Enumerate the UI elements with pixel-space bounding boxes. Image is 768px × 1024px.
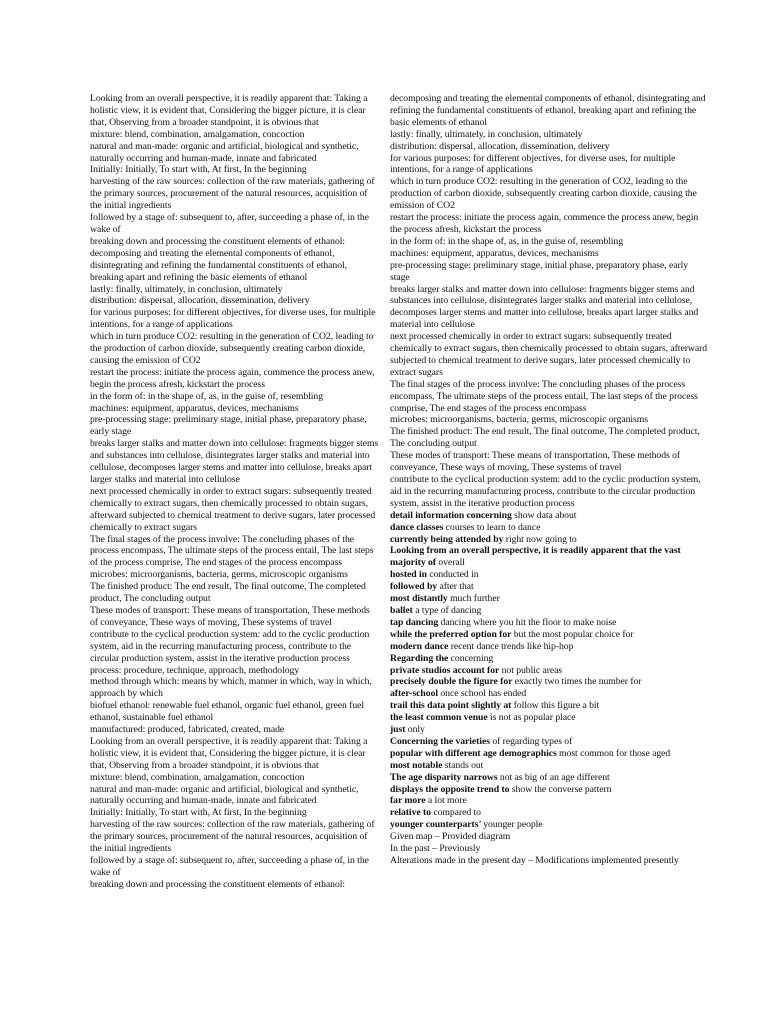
text-line: breaks larger stalks and matter down into cellulose: fragments bigger stems and substances into cellulose, disintegrates larger stalks and material into cellulose, decomposes larger stems and matter into cellulose, breaks apart larger stalks and material into cellulose <box>90 438 379 485</box>
glossary-definition: conducted in <box>426 569 479 581</box>
glossary-term: precisely double the figure for <box>390 676 513 688</box>
text-line: Given map – Provided diagram <box>390 831 511 843</box>
glossary-definition: only <box>405 724 425 736</box>
glossary-definition: exactly two times the number for <box>512 676 642 688</box>
text-line: lastly: finally, ultimately, in conclusion, ultimately <box>90 283 283 295</box>
glossary-definition: recent dance trends like hip-hop <box>448 640 574 652</box>
text-line: next processed chemically in order to extract sugars: subsequently treated chemically to extract sugars, then chemically processed to obtain sugars, afterward subjected to chemical treatment to derive sugars, later processed chemically to extract sugars <box>390 331 708 378</box>
glossary-term: currently being attended by <box>390 533 504 545</box>
glossary-list <box>390 510 708 831</box>
glossary-entry <box>390 819 708 831</box>
glossary-entry <box>390 593 708 605</box>
glossary-entry <box>390 784 708 796</box>
glossary-term: while the preferred option for <box>390 628 512 640</box>
glossary-entry <box>390 795 708 807</box>
glossary-definition: compared to <box>430 807 481 819</box>
text-line: breaking down and processing the constituent elements of ethanol: decomposing and treating the elemental components of ethanol, disintegrating and refining the fundamental constituents of ethanol, breaking apart and refining the basic elements of ethanol <box>90 235 348 283</box>
glossary-term: most distantly <box>390 593 448 605</box>
text-line: Initially: Initially, To start with, At first, In the beginning <box>90 807 307 819</box>
glossary-entry <box>390 676 708 688</box>
glossary-entry <box>390 665 708 677</box>
glossary-definition: follow this figure a bit <box>511 700 600 712</box>
glossary-entry <box>390 653 708 665</box>
glossary-term: detail information concerning <box>390 509 512 521</box>
glossary-definition: a lot more <box>425 795 467 807</box>
glossary-entry <box>390 807 708 819</box>
text-line: breaks larger stalks and matter down into cellulose: fragments bigger stems and substances into cellulose, disintegrates larger stalks and material into cellulose, decomposes larger stems and matter into cellulose, breaks apart larger stalks and material into cellulose <box>390 283 699 331</box>
text-line: Alterations made in the present day – Modifications implemented presently <box>390 855 679 866</box>
glossary-term: tap dancing <box>390 616 439 628</box>
text-line: in the form of: in the shape of, as, in the guise of, resembling <box>390 235 624 247</box>
text-line: mixture: blend, combination, amalgamation, concoction <box>90 128 305 140</box>
text-line: The final stages of the process involve: The concluding phases of the process encompass, The ultimate steps of the process entail, The last steps of the process comprise, The end stages of the process encompass <box>90 533 374 569</box>
closing-lines <box>390 831 708 867</box>
text-line: breaking down and processing the constituent elements of ethanol: <box>90 878 346 890</box>
glossary-entry <box>390 534 708 546</box>
glossary-term: most notable <box>390 759 443 771</box>
glossary-definition: courses to learn to dance <box>443 521 541 533</box>
text-line: which in turn produce CO2: resulting in the generation of CO2, leading to the production of carbon dioxide, subsequently creating carbon dioxide, causing the emission of CO2 <box>390 176 697 212</box>
glossary-entry <box>390 522 708 534</box>
text-line: for various purposes: for different objectives, for diverse uses, for multiple intentions, for a range of applications <box>390 152 676 176</box>
text-line: manufactured: produced, fabricated, created, made <box>90 724 285 736</box>
text-line: method through which: means by which, manner in which, way in which, approach by which <box>90 676 372 700</box>
glossary-definition: much further <box>447 593 500 605</box>
text-line: contribute to the cyclical production system: add to the cyclic production system, aid in the recurring manufacturing process, contribute to the circular production system, assist in the iterative production process <box>90 628 370 664</box>
text-line: The finished product: The end result, The final outcome, The completed product, The concluding output <box>90 581 366 605</box>
text-line: lastly: finally, ultimately, in conclusion, ultimately <box>390 128 583 140</box>
text-line: natural and man-made: organic and artificial, biological and synthetic, naturally occurring and human-made, innate and fabricated <box>90 140 359 164</box>
glossary-definition: show data about <box>511 509 577 521</box>
text-line: distribution: dispersal, allocation, dissemination, delivery <box>390 140 610 152</box>
glossary-definition: show the converse pattern <box>509 783 612 795</box>
glossary-definition: ’ younger people <box>478 819 543 831</box>
glossary-term: modern dance <box>390 640 449 652</box>
glossary-term: relative to <box>390 807 431 819</box>
text-line: In the past – Previously <box>390 843 481 855</box>
glossary-definition: once school has ended <box>438 688 527 700</box>
glossary-definition: but the most popular choice for <box>511 628 634 640</box>
glossary-entry <box>390 617 708 629</box>
text-line: natural and man-made: organic and artificial, biological and synthetic, naturally occurring and human-made, innate and fabricated <box>90 783 359 807</box>
glossary-term: Looking from an overall perspective, it is readily apparent that the vast majority of <box>390 545 681 569</box>
text-line: which in turn produce CO2: resulting in the generation of CO2, leading to the production of carbon dioxide, subsequently creating carbon dioxide, causing the emission of CO2 <box>90 331 374 366</box>
glossary-entry <box>390 569 708 581</box>
left-column <box>90 93 380 891</box>
glossary-term: ballet <box>390 604 413 616</box>
glossary-term: private studios account for <box>390 664 500 676</box>
text-line: machines: equipment, apparatus, devices, mechanisms <box>90 402 299 414</box>
glossary-term: just <box>390 724 406 736</box>
glossary-definition: stands out <box>442 759 484 771</box>
glossary-definition: after that <box>437 581 474 593</box>
text-line: Looking from an overall perspective, it is readily apparent that: Taking a holistic view, it is evident that, Considering the bigger picture, it is clear that, Observing from a broader standpoint, it is obvious that <box>90 735 368 771</box>
text-line: pre-processing stage: preliminary stage, initial phase, preparatory phase, early stage <box>90 414 367 438</box>
text-line: microbes: microorganisms, bacteria, germs, microscopic organisms <box>390 414 648 426</box>
text-line: decomposing and treating the elemental components of ethanol, disintegrating and refining the fundamental constituents of ethanol, breaking apart and refining the basic elements of ethanol <box>390 93 706 128</box>
glossary-definition: not as big of an age different <box>497 771 610 783</box>
text-line: These modes of transport: These means of transportation, These methods of conveyance, These ways of moving, These systems of travel <box>90 604 370 628</box>
glossary-entry <box>390 545 708 569</box>
text-line: next processed chemically in order to extract sugars: subsequently treated chemically to extract sugars, then chemically processed to obtain sugars, afterward subjected to chemical treatment to derive sugars, later processed chemically to extract sugars <box>90 485 376 533</box>
glossary-term: Regarding the <box>390 652 449 664</box>
glossary-definition: a type of dancing <box>412 604 482 616</box>
text-line: The final stages of the process involve: The concluding phases of the process encompass, The ultimate steps of the process entail, The last steps of the process comprise, The end stages of the process encompass <box>390 378 698 414</box>
text-line: distribution: dispersal, allocation, dissemination, delivery <box>90 295 310 307</box>
glossary-entry <box>390 605 708 617</box>
glossary-entry <box>390 760 708 772</box>
text-line: restart the process: initiate the process again, commence the process anew, begin the process afresh, kickstart the process <box>390 212 699 235</box>
glossary-term: trail this data point slightly at <box>390 700 512 712</box>
text-line: machines: equipment, apparatus, devices, mechanisms <box>390 247 599 259</box>
glossary-entry <box>390 700 708 712</box>
glossary-entry <box>390 641 708 653</box>
glossary-definition: concerning <box>448 652 494 664</box>
text-line: mixture: blend, combination, amalgamation, concoction <box>90 771 305 783</box>
text-line: pre-processing stage: preliminary stage, initial phase, preparatory phase, early stage <box>390 259 689 283</box>
glossary-term: popular with different age demographics <box>390 747 557 759</box>
glossary-entry <box>390 772 708 784</box>
text-line: biofuel ethanol: renewable fuel ethanol, organic fuel ethanol, green fuel ethanol, sustainable fuel ethanol <box>90 700 365 724</box>
glossary-entry <box>390 581 708 593</box>
glossary-definition: overall <box>436 557 465 569</box>
glossary-definition: not public areas <box>499 664 563 676</box>
text-line: restart the process: initiate the process again, commence the process anew, begin the process afresh, kickstart the process <box>90 366 375 390</box>
right-plain-lines <box>390 93 708 510</box>
text-line: contribute to the cyclical production system: add to the cyclic production system, aid in the recurring manufacturing process, contribute to the circular production system, assist in the iterative production process <box>390 474 701 509</box>
glossary-term: Concerning the varieties <box>390 735 490 747</box>
text-line: for various purposes: for different objectives, for diverse uses, for multiple intentions, for a range of applications <box>90 307 376 331</box>
glossary-entry <box>390 736 708 748</box>
glossary-term: dance classes <box>390 521 444 533</box>
right-column <box>390 93 708 867</box>
glossary-term: the least common venue <box>390 712 488 724</box>
text-line: Looking from an overall perspective, it is readily apparent that: Taking a holistic view, it is evident that, Considering the bigger picture, it is clear that, Observing from a broader standpoint, it is obvious that <box>90 93 368 128</box>
text-line: in the form of: in the shape of, as, in the guise of, resembling <box>90 390 324 402</box>
glossary-term: hosted in <box>390 569 427 581</box>
text-line: process: procedure, technique, approach, methodology <box>90 664 300 676</box>
glossary-entry <box>390 748 708 760</box>
glossary-entry <box>390 510 708 522</box>
glossary-entry <box>390 712 708 724</box>
glossary-definition: right now going to <box>503 533 577 545</box>
glossary-definition: most common for those aged <box>556 747 671 759</box>
text-line: harvesting of the raw sources: collection of the raw materials, gathering of the primary sources, procurement of the natural resources, acquisition of the initial ingredients <box>90 176 375 212</box>
text-line: followed by a stage of: subsequent to, after, succeeding a phase of, in the wake of <box>90 855 369 878</box>
glossary-term: after-school <box>390 688 438 700</box>
text-line: Initially: Initially, To start with, At first, In the beginning <box>90 164 307 176</box>
glossary-entry <box>390 724 708 736</box>
glossary-definition: of regarding types of <box>489 735 573 747</box>
text-line: The finished product: The end result, The final outcome, The completed product, The concluding output <box>390 426 700 450</box>
text-line: microbes: microorganisms, bacteria, germs, microscopic organisms <box>90 569 348 581</box>
glossary-definition: is not as popular place <box>487 712 576 724</box>
text-line: These modes of transport: These means of transportation, These methods of conveyance, These ways of moving, These systems of travel <box>390 450 681 474</box>
glossary-entry <box>390 688 708 700</box>
glossary-term: The age disparity narrows <box>390 771 498 783</box>
glossary-term: followed by <box>390 581 438 593</box>
text-line: harvesting of the raw sources: collection of the raw materials, gathering of the primary sources, procurement of the natural resources, acquisition of the initial ingredients <box>90 819 375 855</box>
glossary-term: displays the opposite trend to <box>390 783 510 795</box>
glossary-term: far more <box>390 795 426 807</box>
glossary-definition: dancing where you hit the floor to make noise <box>438 616 617 628</box>
glossary-term: younger counterparts <box>390 819 479 831</box>
glossary-entry <box>390 629 708 641</box>
text-line: followed by a stage of: subsequent to, after, succeeding a phase of, in the wake of <box>90 212 369 235</box>
